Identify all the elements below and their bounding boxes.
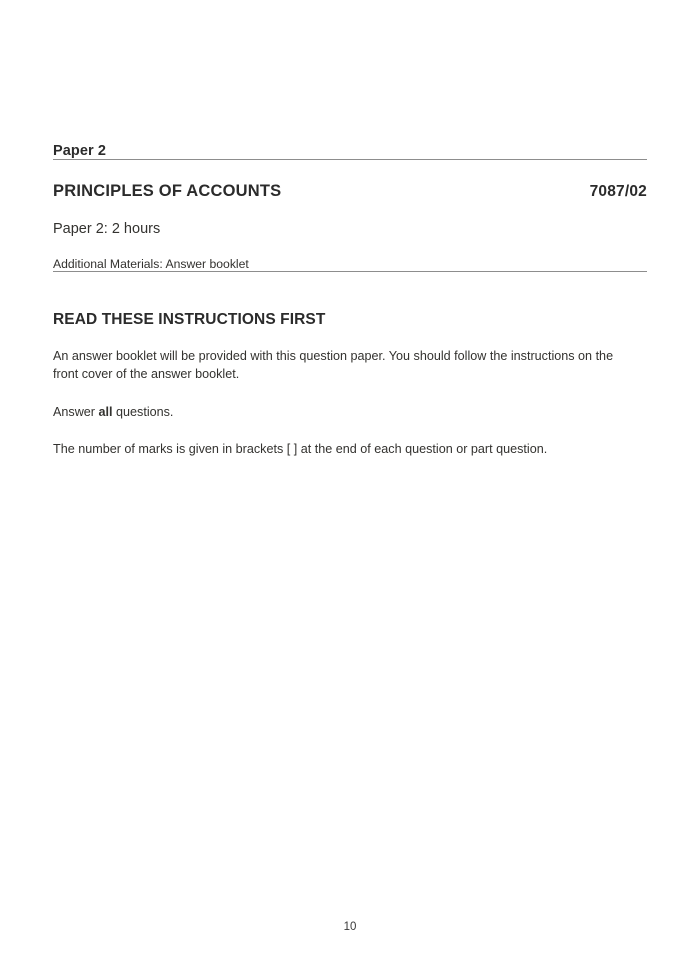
instruction-paragraph-1: An answer booklet will be provided with this question paper. You should follow the instructions on the front cover of the answer booklet. <box>53 349 614 382</box>
page-content <box>53 0 647 471</box>
paper-code: 7087/02 <box>589 183 647 200</box>
divider-bottom <box>53 271 647 272</box>
instruction-2-emphasis: all <box>98 404 113 419</box>
paper-duration: Paper 2: 2 hours <box>53 221 161 237</box>
page-number: 10 <box>343 921 357 933</box>
title-row <box>53 182 647 201</box>
instruction-2-prefix: Answer <box>53 404 99 419</box>
instruction-2-suffix: questions. <box>112 404 174 419</box>
paper-label: Paper 2 <box>53 143 107 159</box>
instructions-heading: READ THESE INSTRUCTIONS FIRST <box>53 311 326 328</box>
subject-title: PRINCIPLES OF ACCOUNTS <box>53 182 282 200</box>
additional-materials: Additional Materials: Answer booklet <box>53 257 249 271</box>
divider-top <box>53 159 647 160</box>
instruction-paragraph-3: The number of marks is given in brackets [ ] at the end of each question or part question. <box>53 441 548 456</box>
instruction-paragraph-2 <box>53 403 633 421</box>
